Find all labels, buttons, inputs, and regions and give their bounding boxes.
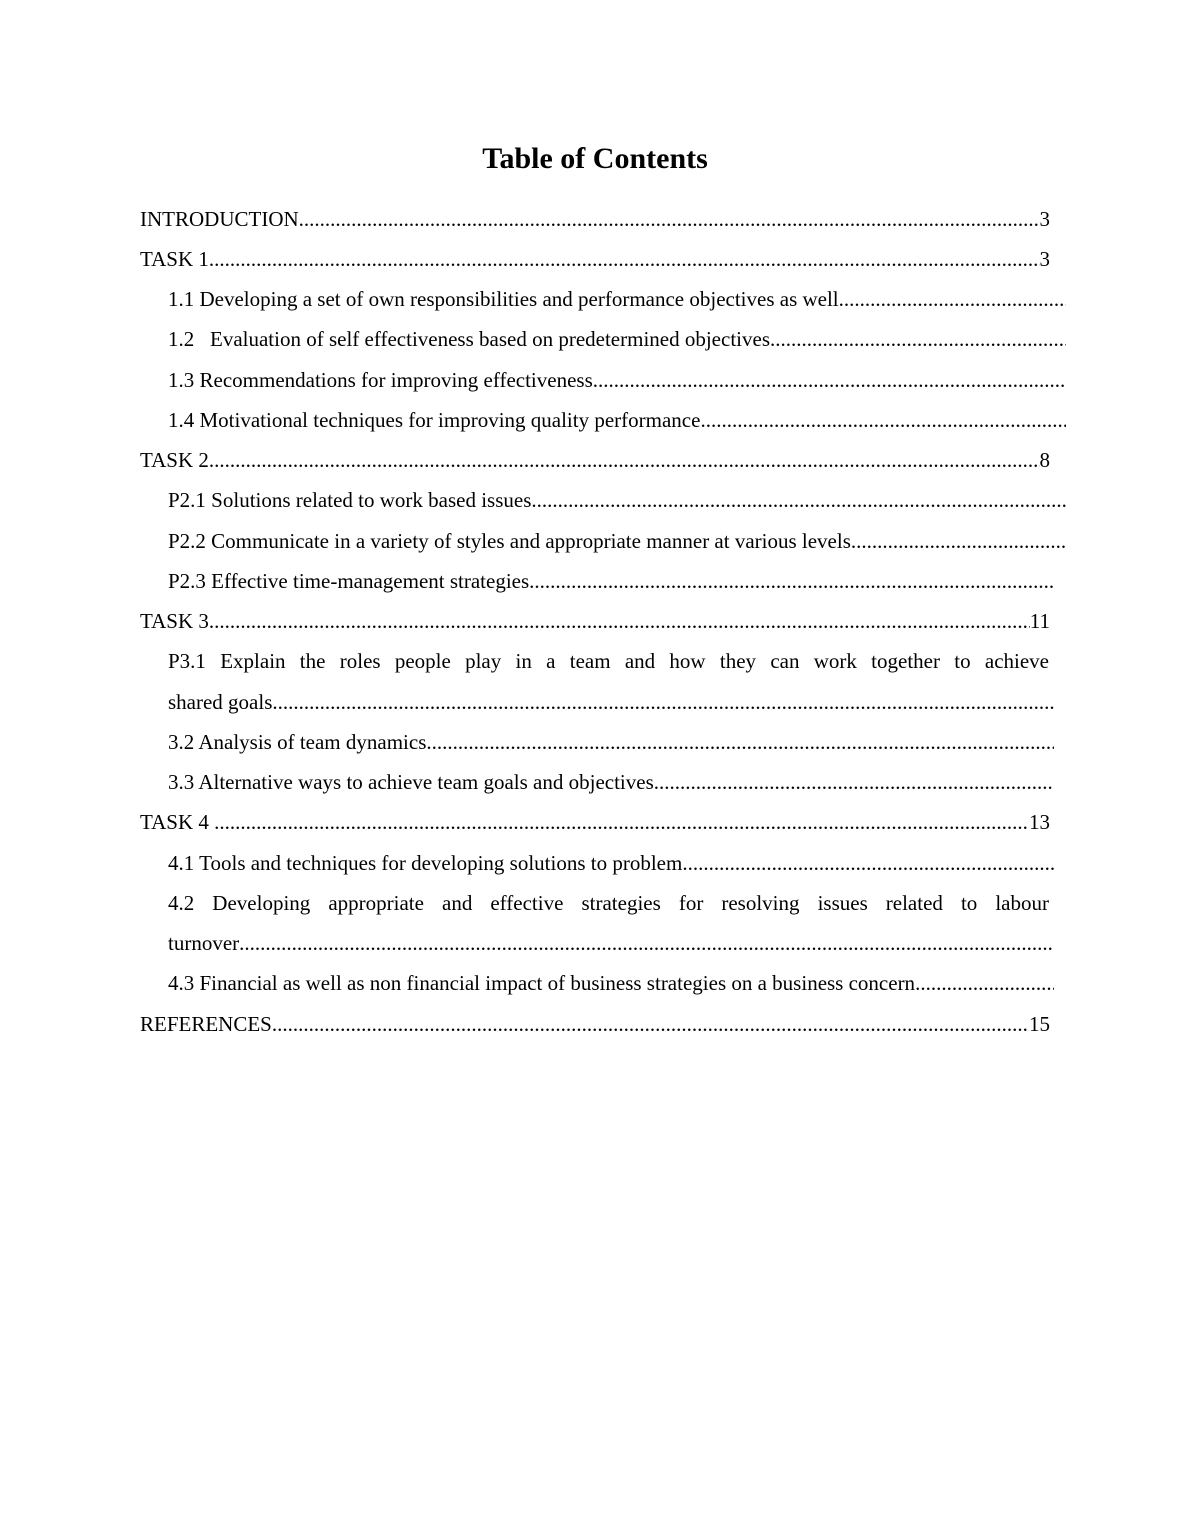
dot-leader — [531, 480, 1066, 520]
toc-entry-label: 3.3 Alternative ways to achieve team goals and objectives — [168, 770, 654, 794]
toc-page-number: 8 — [1039, 448, 1050, 472]
dot-leader — [682, 843, 1054, 883]
toc-entry-label: TASK 3 — [140, 609, 209, 633]
dot-leader — [239, 923, 1054, 963]
toc-entry-label: 4.3 Financial as well as non financial impact of business strategies on a business concern — [168, 971, 916, 995]
toc-entry-1-3[interactable] — [168, 360, 1066, 400]
toc-entry-task-1[interactable] — [140, 239, 1050, 279]
toc-entry-label: TASK 2 — [140, 448, 209, 472]
toc-entry-label: 4.1 Tools and techniques for developing solutions to problem — [168, 851, 683, 875]
toc-entry-label: TASK 1 — [140, 247, 209, 271]
toc-entry-label: 4.2 Developing appropriate and effective strategies for resolving issues related to labour — [168, 891, 1049, 915]
toc-entry-1-4[interactable] — [168, 400, 1066, 440]
toc-entry-4-2-continued[interactable] — [168, 923, 1054, 963]
toc-entry-label: 1.3 Recommendations for improving effectiveness — [168, 368, 593, 392]
toc-page-number: 11 — [1029, 609, 1050, 633]
dot-leader — [209, 239, 1040, 279]
toc-entry-3-2[interactable] — [168, 722, 1054, 762]
toc-entry-p3-1-continued[interactable] — [168, 682, 1054, 722]
toc-entry-3-3[interactable] — [168, 762, 1054, 802]
toc-page-number: 3 — [1039, 247, 1050, 271]
toc-entry-label: 1.2 Evaluation of self effectiveness based on predetermined objectives — [168, 327, 770, 351]
dot-leader — [272, 1004, 1029, 1044]
toc-entry-label: shared goals — [168, 690, 273, 714]
toc-entry-label: 1.4 Motivational techniques for improving quality performance — [168, 408, 701, 432]
dot-leader — [915, 963, 1054, 1003]
dot-leader — [209, 440, 1040, 480]
toc-entry-label: TASK 4 — [140, 810, 215, 834]
toc-page-number: 13 — [1029, 810, 1050, 834]
toc-entry-4-3[interactable] — [168, 963, 1054, 1003]
dot-leader — [214, 802, 1029, 842]
toc-entry-references[interactable] — [140, 1004, 1050, 1044]
page-title: Table of Contents — [482, 142, 708, 175]
dot-leader — [299, 199, 1040, 239]
dot-leader — [839, 279, 1066, 319]
toc-page-number: 15 — [1029, 1012, 1050, 1036]
dot-leader — [529, 561, 1054, 601]
toc-entry-p2-2[interactable] — [168, 521, 1066, 561]
toc-entry-task-2[interactable] — [140, 440, 1050, 480]
dot-leader — [700, 400, 1066, 440]
toc-entry-4-2[interactable] — [168, 883, 1049, 923]
toc-entry-label: P2.1 Solutions related to work based issues — [168, 488, 532, 512]
toc-entry-task-4[interactable] — [140, 802, 1050, 842]
dot-leader — [770, 319, 1066, 359]
toc-entry-label: 1.1 Developing a set of own responsibilities and performance objectives as well — [168, 287, 839, 311]
toc-entry-p2-3[interactable] — [168, 561, 1054, 601]
toc-entry-p3-1[interactable] — [168, 641, 1049, 681]
toc-entry-label: P2.2 Communicate in a variety of styles and appropriate manner at various levels — [168, 529, 851, 553]
dot-leader — [851, 521, 1066, 561]
dot-leader — [209, 601, 1030, 641]
toc-entry-1-2[interactable] — [168, 319, 1066, 359]
toc-entry-4-1[interactable] — [168, 843, 1054, 883]
toc-entry-label: P3.1 Explain the roles people play in a team and how they can work together to achieve — [168, 649, 1049, 673]
toc-entry-introduction[interactable] — [140, 199, 1050, 239]
toc-entry-label: INTRODUCTION — [140, 207, 299, 231]
toc-entry-p2-1[interactable] — [168, 480, 1066, 520]
toc-entry-label: P2.3 Effective time-management strategies — [168, 569, 530, 593]
dot-leader — [426, 722, 1054, 762]
toc-entry-label: turnover — [168, 931, 240, 955]
toc-entry-label: 3.2 Analysis of team dynamics — [168, 730, 427, 754]
dot-leader — [654, 762, 1054, 802]
toc-page-number: 3 — [1039, 207, 1050, 231]
dot-leader — [272, 682, 1054, 722]
toc-entry-1-1[interactable] — [168, 279, 1066, 319]
dot-leader — [593, 360, 1066, 400]
toc-entry-task-3[interactable] — [140, 601, 1050, 641]
toc-entry-label: REFERENCES — [140, 1012, 272, 1036]
